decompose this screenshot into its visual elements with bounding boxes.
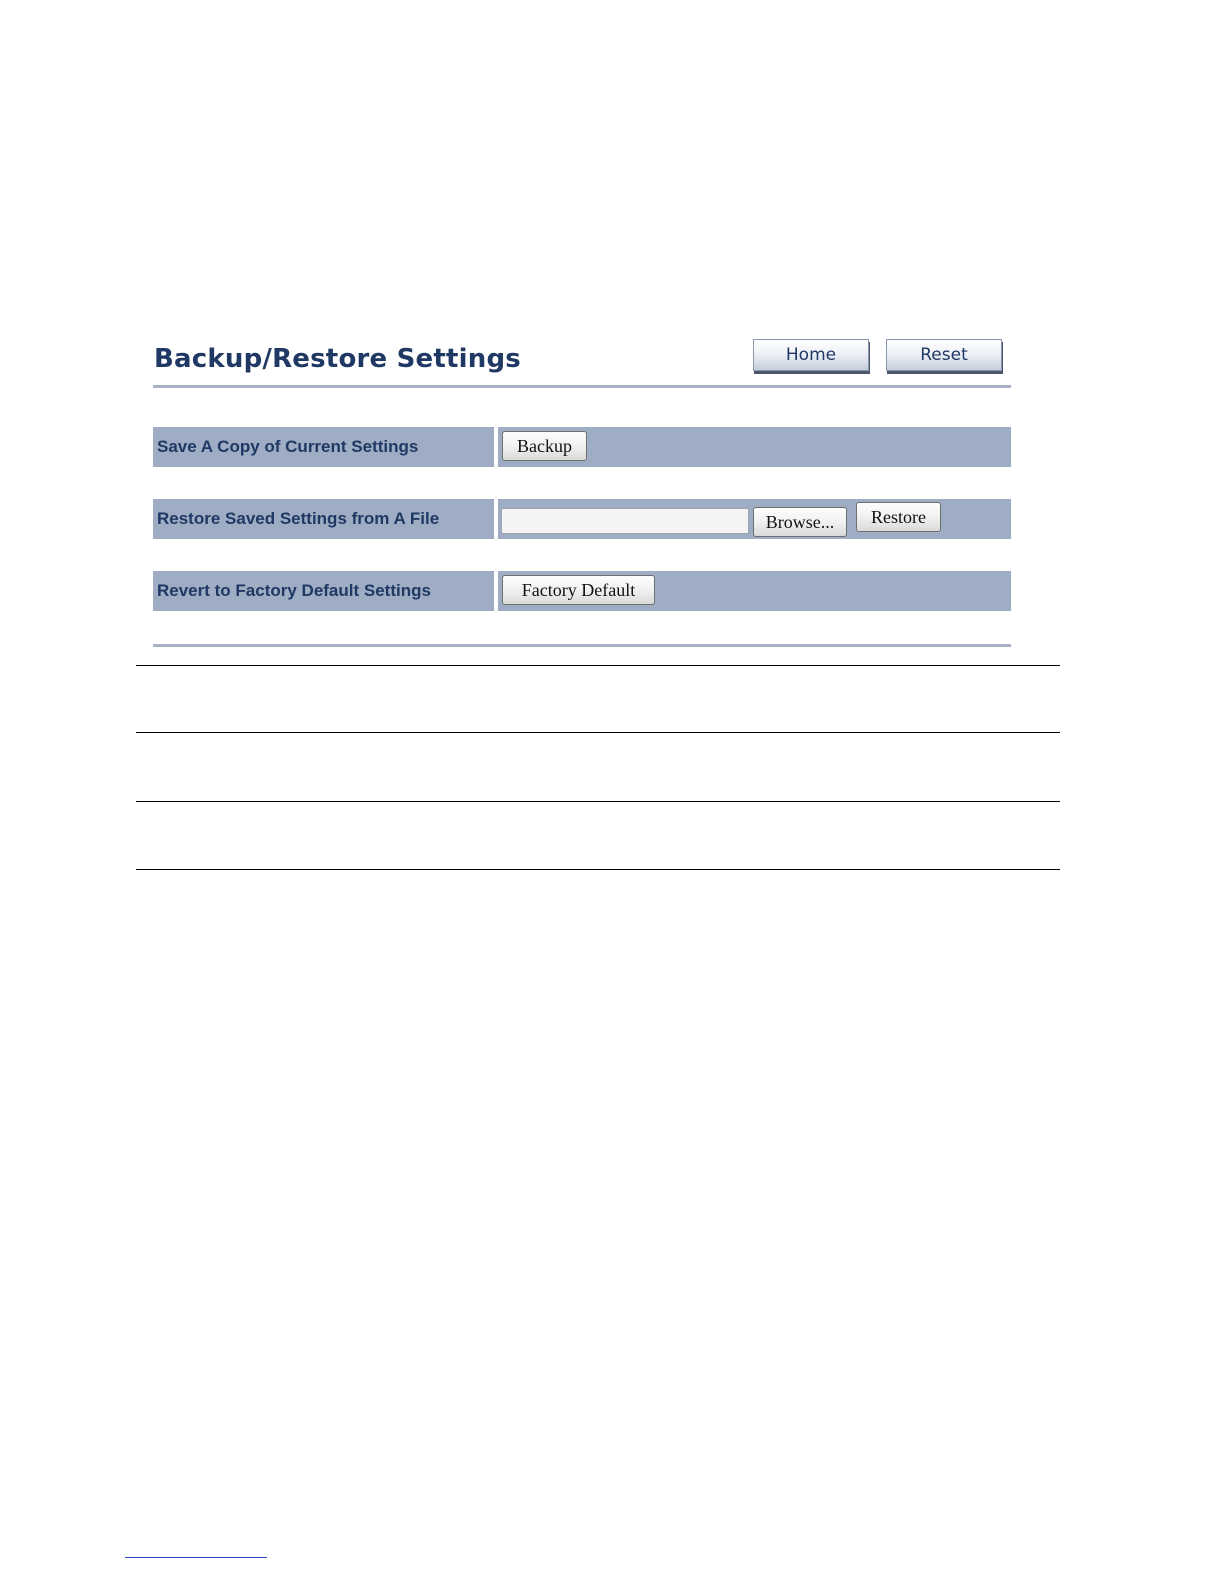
bottom-divider (153, 644, 1011, 647)
factory-default-row-label: Revert to Factory Default Settings (153, 571, 494, 611)
title-divider (153, 385, 1011, 388)
factory-default-row-value (498, 571, 1011, 611)
restore-row (153, 499, 1011, 539)
reset-button[interactable]: Reset (886, 339, 1002, 371)
page-title: Backup/Restore Settings (154, 344, 521, 374)
backup-button[interactable]: Backup (502, 431, 587, 461)
backup-row (153, 427, 1011, 467)
table-rule-1 (136, 665, 1060, 666)
browse-button[interactable]: Browse... (753, 507, 847, 537)
home-button[interactable]: Home (753, 339, 869, 371)
backup-row-value (498, 427, 1011, 467)
table-rule-4 (136, 869, 1060, 870)
restore-row-value (498, 499, 1011, 539)
restore-button[interactable]: Restore (856, 502, 941, 532)
restore-file-input[interactable] (501, 508, 749, 534)
table-rule-2 (136, 732, 1060, 733)
restore-row-label: Restore Saved Settings from A File (153, 499, 494, 539)
backup-restore-panel (153, 336, 1011, 650)
footer-underline (125, 1557, 267, 1558)
table-rule-3 (136, 801, 1060, 802)
backup-row-label: Save A Copy of Current Settings (153, 427, 494, 467)
factory-default-row (153, 571, 1011, 611)
factory-default-button[interactable]: Factory Default (502, 575, 655, 605)
